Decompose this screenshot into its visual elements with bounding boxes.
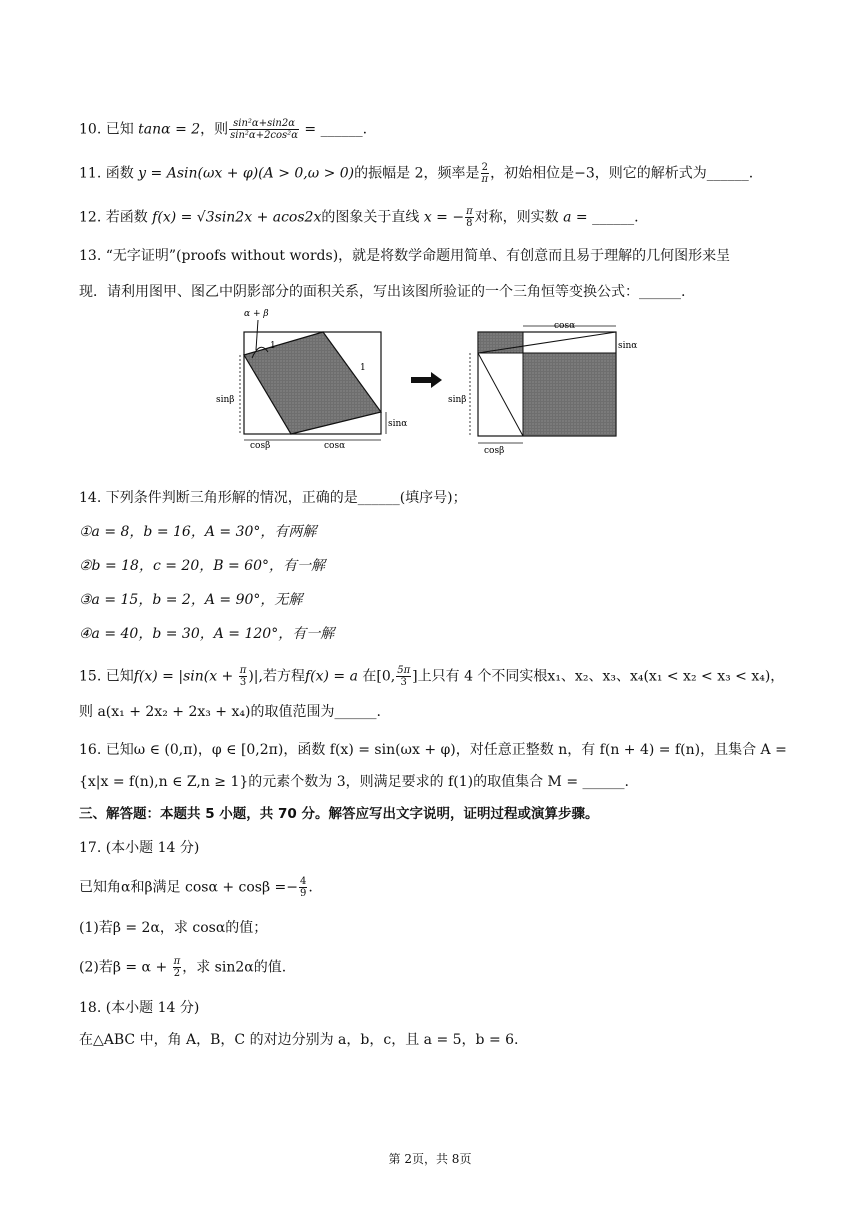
question-13-line2: 现．请利用图甲、图乙中阴影部分的面积关系，写出该图所验证的一个三角恒等变换公式：______. xyxy=(79,284,686,300)
figure-right xyxy=(448,321,637,456)
page-footer: 第 2页，共 8页 xyxy=(388,1152,472,1166)
fraction: $\frac{\text{sin²α+sin2α}}{\text{sin²α+2cos²α}}$ xyxy=(230,118,298,141)
question-15-line1: 15. 已知f(x) = |sin(x + $\frac{\pi}{3}$ )|,若方程f(x) = a 在[0, $\frac{5\pi}{3}$ ]上只有 4 个不同实根x₁、x₂、x₃、x₄(x₁ < x₂ < x₃ < x₄)， xyxy=(79,665,785,688)
fraction: $\frac{2}{\pi}$ xyxy=(481,162,489,185)
question-16-line2: {x|x = f(n),n ∈ Z,n ≥ 1}的元素个数为 3，则满足要求的 f(1)的取值集合 M = ______. xyxy=(79,774,629,790)
fraction: $\frac{\pi}{8}$ xyxy=(466,206,473,229)
label-cos-alpha-left: cosα xyxy=(324,441,346,451)
question-16-line1: 16. 已知ω ∈ (0,π)，φ ∈ [0,2π)，函数 f(x) = sin(ωx + φ)，对任意正整数 n，有 f(n + 4) = f(n)，且集合 A = xyxy=(79,742,787,758)
label-alpha-beta: α + β xyxy=(244,309,269,319)
question-17-head: 17. (本小题 14 分) xyxy=(79,840,200,856)
label-sin-beta-right: sinβ xyxy=(448,395,467,405)
question-18-head: 18. (本小题 14 分) xyxy=(79,1000,200,1016)
question-13-line1: 13. “无字证明”(proofs without words)，就是将数学命题用简单、有创意而且易于理解的几何图形来呈 xyxy=(79,248,731,264)
fraction: $\frac{4}{9}$ xyxy=(300,876,307,899)
question-14-stem: 14. 下列条件判断三角形解的情况，正确的是______(填序号)； xyxy=(79,490,467,506)
section-3-heading: 三、解答题：本题共 5 小题，共 70 分。解答应写出文字说明，证明过程或演算步骤。 xyxy=(79,806,599,822)
question-14-option-2: ②b = 18，c = 20，B = 60°，有一解 xyxy=(79,558,325,574)
question-15-line2: 则 a(x₁ + 2x₂ + 2x₃ + x₄)的取值范围为______. xyxy=(79,704,381,720)
trig-proof-figure xyxy=(216,300,638,460)
question-14-option-1: ①a = 8，b = 16，A = 30°，有两解 xyxy=(79,524,317,540)
label-one-left: 1 xyxy=(270,341,276,351)
label-one-right: 1 xyxy=(360,363,366,373)
question-14-option-3: ③a = 15，b = 2，A = 90°，无解 xyxy=(79,592,303,608)
question-14-option-4: ④a = 40，b = 30，A = 120°，有一解 xyxy=(79,626,335,642)
question-17-part-2: (2)若β = α + $\frac{\pi}{2}$ ，求 sin2α的值. xyxy=(79,956,287,979)
label-cos-beta-left: cosβ xyxy=(250,441,271,451)
question-17-cond: 已知角α和β满足 cosα + cosβ =− $\frac{4}{9}$ . xyxy=(79,876,313,899)
question-18-cond: 在△ABC 中，角 A，B，C 的对边分别为 a，b，c，且 a = 5，b = 6. xyxy=(79,1032,519,1048)
fraction: $\frac{5\pi}{3}$ xyxy=(397,665,411,688)
question-11: 11. 函数 y = Asin(ωx + φ)(A > 0,ω > 0)的振幅是 2，频率是 $\frac{2}{\pi}$ ，初始相位是−3，则它的解析式为______. xyxy=(79,162,754,185)
question-17-part-1: (1)若β = 2α，求 cosα的值； xyxy=(79,920,268,936)
question-12: 12. 若函数 f(x) = √3sin2x + acos2x的图象关于直线 x = − $\frac{\pi}{8}$ 对称，则实数 a = ______. xyxy=(79,206,639,229)
question-10: 10. 已知 tanα = 2，则 $\frac{\text{sin²α+sin2α}}{\text{sin²α+2cos²α}}$ = ______. xyxy=(79,118,368,141)
label-cos-alpha-right: cosα xyxy=(554,321,576,331)
fraction: $\frac{\pi}{3}$ xyxy=(239,665,247,688)
label-sin-beta-left: sinβ xyxy=(216,395,235,405)
label-cos-beta-right: cosβ xyxy=(484,446,505,456)
arrow-right-icon xyxy=(411,372,442,388)
label-sin-alpha-right: sinα xyxy=(618,341,638,351)
fraction: $\frac{\pi}{2}$ xyxy=(173,956,181,979)
figure-left xyxy=(216,309,407,451)
label-sin-alpha-left: sinα xyxy=(388,419,408,429)
